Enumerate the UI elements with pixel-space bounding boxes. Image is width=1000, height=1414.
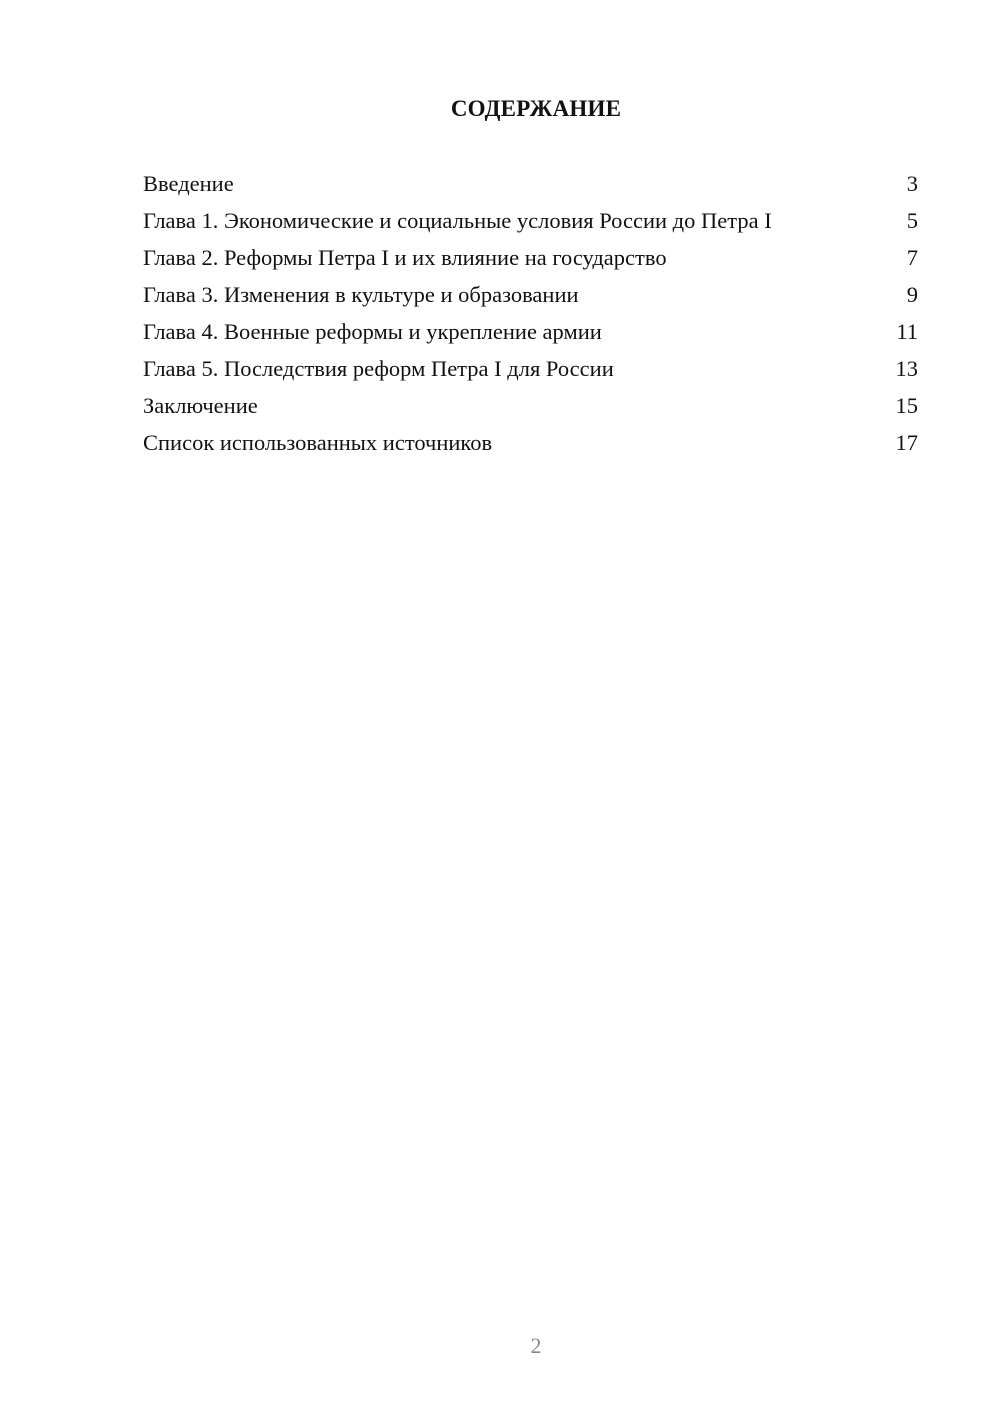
toc-entry-label: Глава 3. Изменения в культуре и образовании — [143, 282, 579, 307]
toc-entry-page: 11 — [896, 319, 918, 344]
toc-entry-page: 5 — [906, 208, 918, 233]
toc-entry-page: 15 — [895, 393, 918, 418]
toc-entry[interactable] — [143, 244, 918, 271]
toc-entry[interactable] — [143, 281, 918, 308]
toc-entry-label: Заключение — [143, 393, 258, 418]
toc-entry-label: Глава 1. Экономические и социальные условия России до Петра I — [143, 208, 772, 233]
toc-entry[interactable] — [143, 207, 918, 234]
page-number: 2 — [530, 1333, 542, 1358]
toc-entry-label: Глава 4. Военные реформы и укрепление армии — [143, 319, 602, 344]
toc-entry[interactable] — [143, 355, 918, 382]
toc-entry[interactable] — [143, 318, 918, 345]
toc-entry[interactable] — [143, 392, 918, 419]
toc-entry-page: 9 — [906, 282, 918, 307]
toc-entry[interactable] — [143, 429, 918, 456]
toc-entry-label: Глава 5. Последствия реформ Петра I для России — [143, 356, 614, 381]
toc-entry-page: 17 — [895, 430, 918, 455]
table-of-contents — [143, 170, 918, 466]
toc-entry-label: Введение — [143, 171, 234, 196]
toc-entry-label: Список использованных источников — [143, 430, 493, 455]
toc-entry-page: 3 — [906, 171, 918, 196]
toc-entry[interactable] — [143, 170, 918, 197]
toc-entry-page: 13 — [895, 356, 918, 381]
toc-entry-page: 7 — [906, 245, 918, 270]
page-title: СОДЕРЖАНИЕ — [450, 96, 622, 121]
toc-entry-label: Глава 2. Реформы Петра I и их влияние на государство — [143, 245, 667, 270]
